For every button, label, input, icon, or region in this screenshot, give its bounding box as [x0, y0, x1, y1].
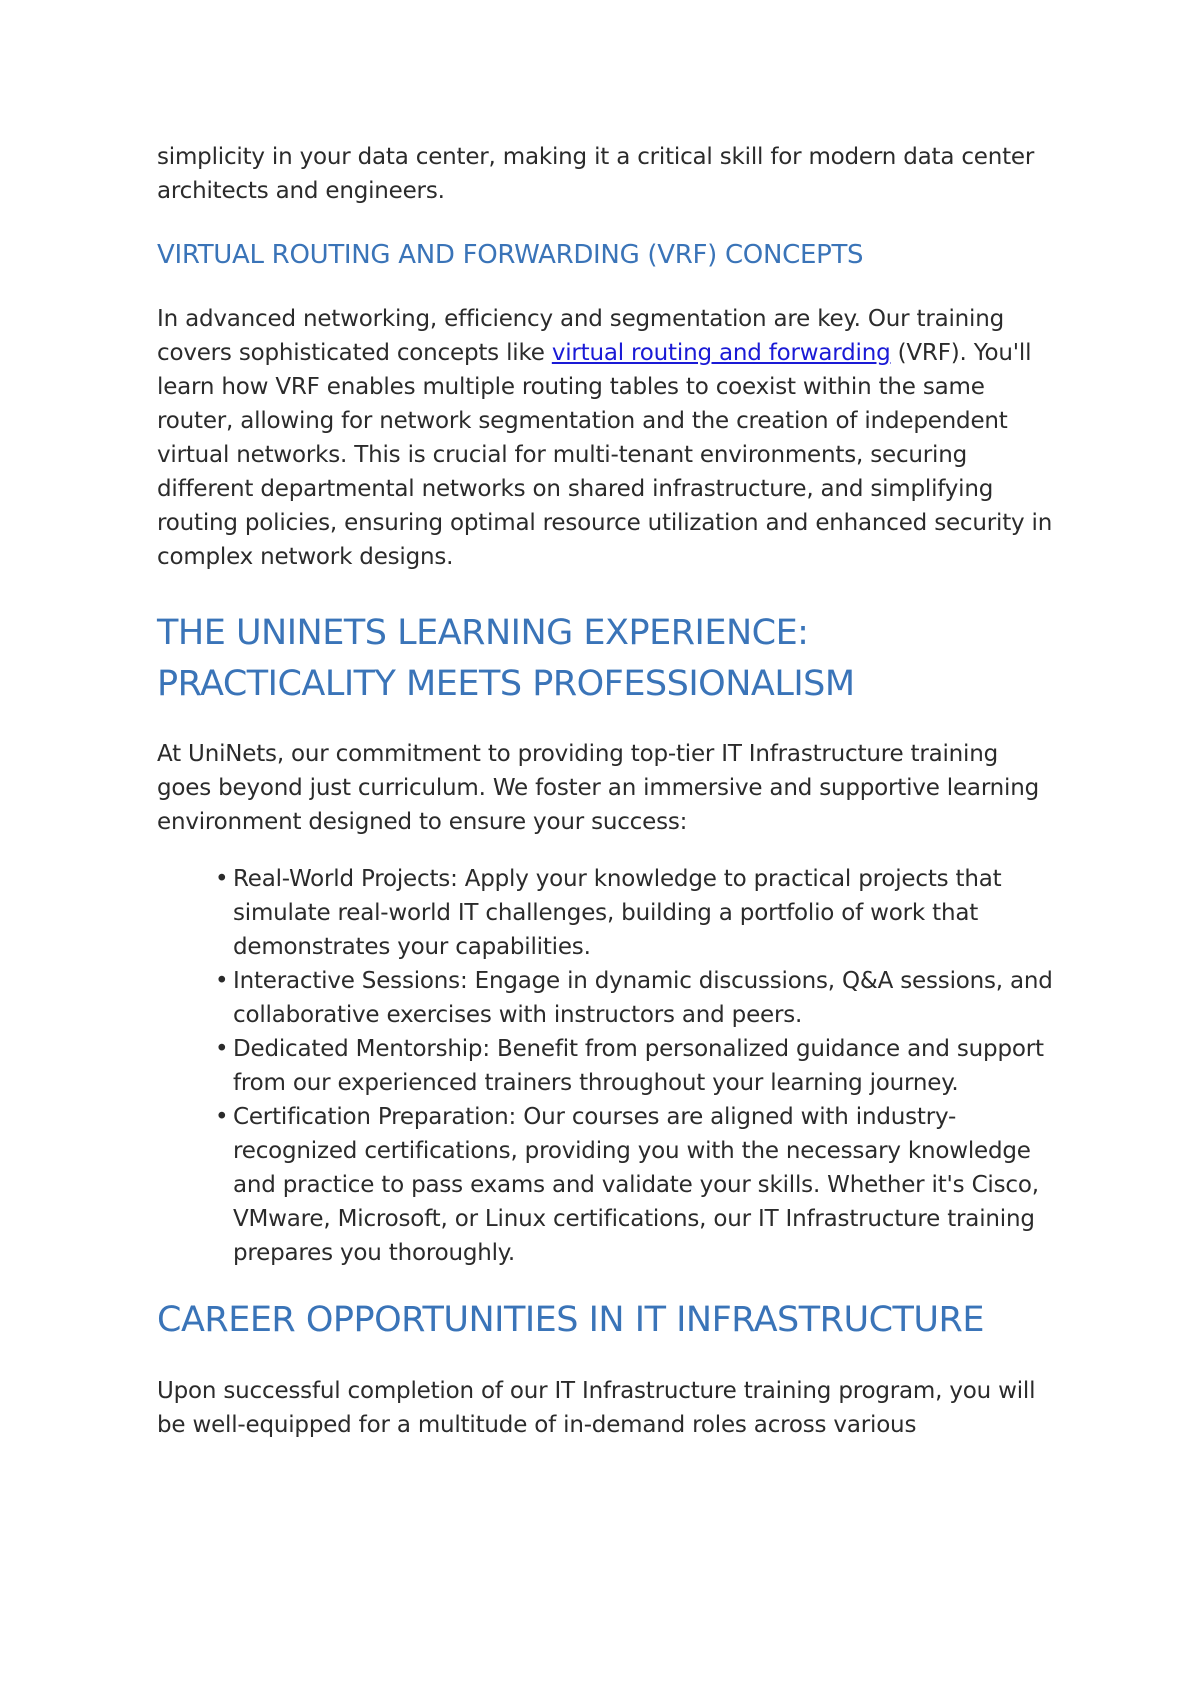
learning-heading: THE UNINETS LEARNING EXPERIENCE: PRACTICALITY MEETS PROFESSIONALISM: [157, 613, 855, 704]
learning-features-list: [157, 862, 1057, 1270]
vrf-heading: VIRTUAL ROUTING AND FORWARDING (VRF) CONCEPTS: [157, 240, 864, 270]
list-item-description: : Engage in dynamic discussions, Q&A sessions, and collaborative exercises with instructors and peers.: [233, 968, 1053, 1028]
vrf-text-after-link: (VRF). You'll learn how VRF enables multiple routing tables to coexist within the same router, allowing for network segmentation and the creation of independent virtual networks. This is crucial for multi-tenant environments, securing different departmental networks on shared infrastructure, and simplifying routing policies, ensuring optimal resource utilization and enhanced security in complex network designs.: [157, 340, 1053, 570]
list-item-term: Real-World Projects: [233, 866, 451, 892]
list-item-term: Interactive Sessions: [233, 968, 460, 994]
list-item: [217, 1032, 1057, 1100]
vrf-paragraph: [157, 302, 1057, 574]
vrf-link[interactable]: virtual routing and forwarding: [551, 340, 891, 366]
intro-paragraph: simplicity in your data center, making it a critical skill for modern data center architects and engineers.: [157, 144, 1035, 204]
list-item-description: : Apply your knowledge to practical projects that simulate real-world IT challenges, building a portfolio of work that demonstrates your capabilities.: [233, 866, 1002, 960]
vrf-text-before-link: In advanced networking, efficiency and segmentation are key. Our training covers sophisticated concepts like: [157, 306, 1005, 366]
list-item-description: : Benefit from personalized guidance and support from our experienced trainers throughout your learning journey.: [233, 1036, 1044, 1096]
list-item-description: : Our courses are aligned with industry-recognized certifications, providing you with the necessary knowledge and practice to pass exams and validate your skills. Whether it's Cisco, VMware, Microsoft, or Linux certifications, our IT Infrastructure training prepares you thoroughly.: [233, 1104, 1039, 1266]
list-item-term: Dedicated Mentorship: [233, 1036, 483, 1062]
list-item-term: Certification Preparation: [233, 1104, 509, 1130]
document-page: [157, 140, 1057, 1442]
career-heading: CAREER OPPORTUNITIES IN IT INFRASTRUCTURE: [157, 1300, 984, 1340]
list-item: [217, 964, 1057, 1032]
list-item: [217, 1100, 1057, 1270]
learning-paragraph: At UniNets, our commitment to providing top-tier IT Infrastructure training goes beyond just curriculum. We foster an immersive and supportive learning environment designed to ensure your success:: [157, 741, 1040, 835]
list-item: [217, 862, 1057, 964]
career-paragraph: Upon successful completion of our IT Infrastructure training program, you will be well-equipped for a multitude of in-demand roles across various: [157, 1378, 1036, 1438]
